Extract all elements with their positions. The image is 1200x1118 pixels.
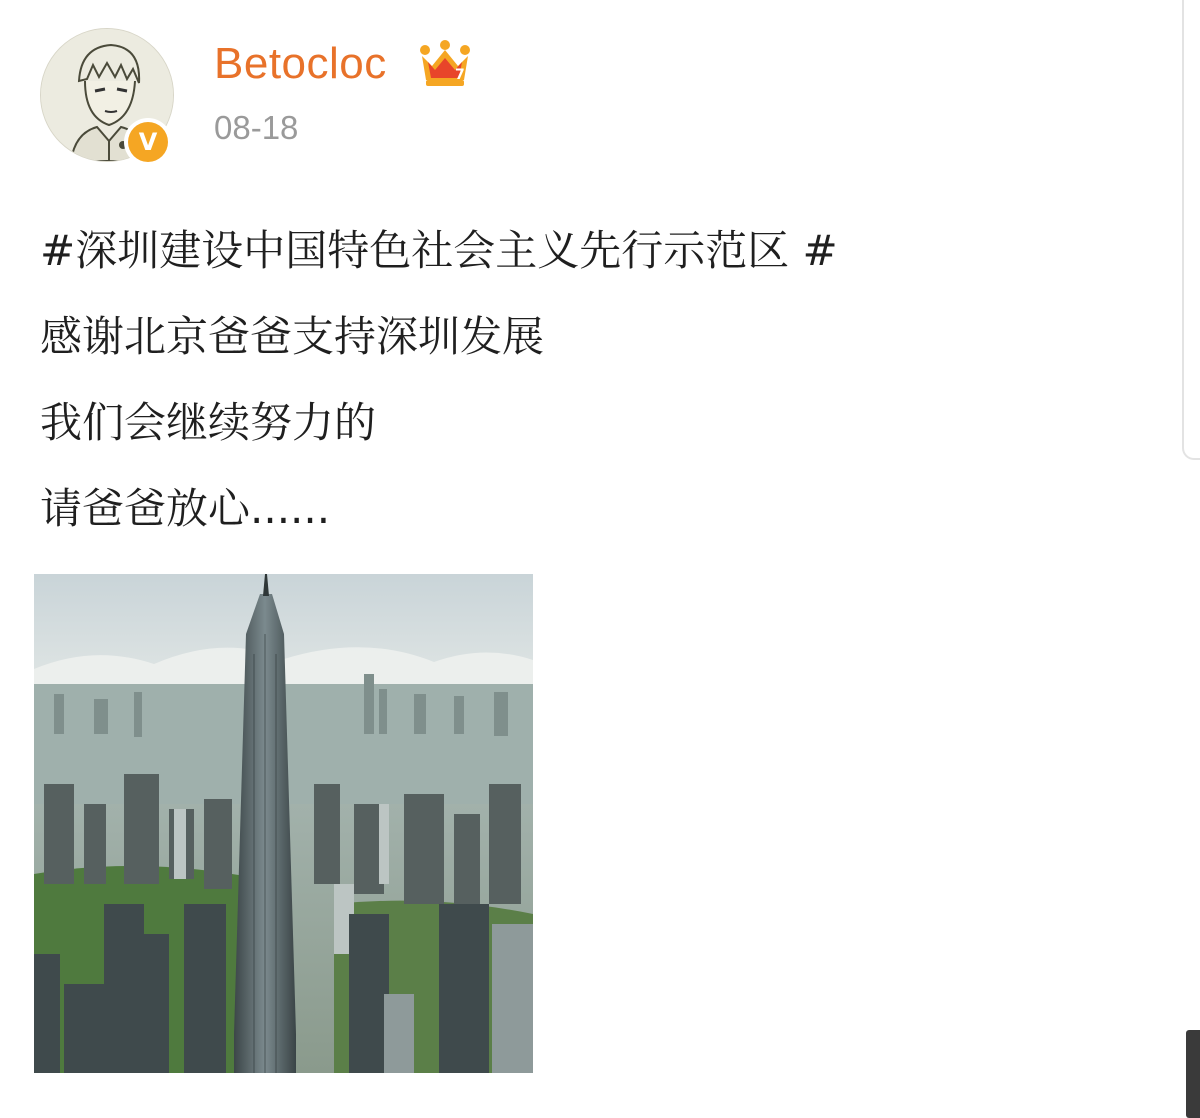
crown-icon[interactable] [418, 40, 472, 90]
member-level: 7 [455, 67, 465, 83]
post-image[interactable] [34, 574, 533, 1073]
post-text-line[interactable]: #深圳建设中国特色社会主义先行示范区 # [40, 226, 838, 275]
post-text-line: 我们会继续努力的 [40, 398, 377, 447]
shenzhen-skyline-photo [34, 574, 533, 1073]
username[interactable]: Betocloc [214, 39, 387, 88]
verified-badge [124, 118, 172, 166]
scrollbar-thumb[interactable] [1186, 1030, 1200, 1118]
post-text-line: 请爸爸放心...... [40, 484, 331, 533]
post-text-line: 感谢北京爸爸支持深圳发展 [40, 312, 545, 361]
post-timestamp: 08-18 [214, 109, 299, 146]
verified-v-icon: V [128, 122, 168, 162]
scroll-track[interactable] [1182, 0, 1200, 460]
post-body [40, 208, 1140, 552]
